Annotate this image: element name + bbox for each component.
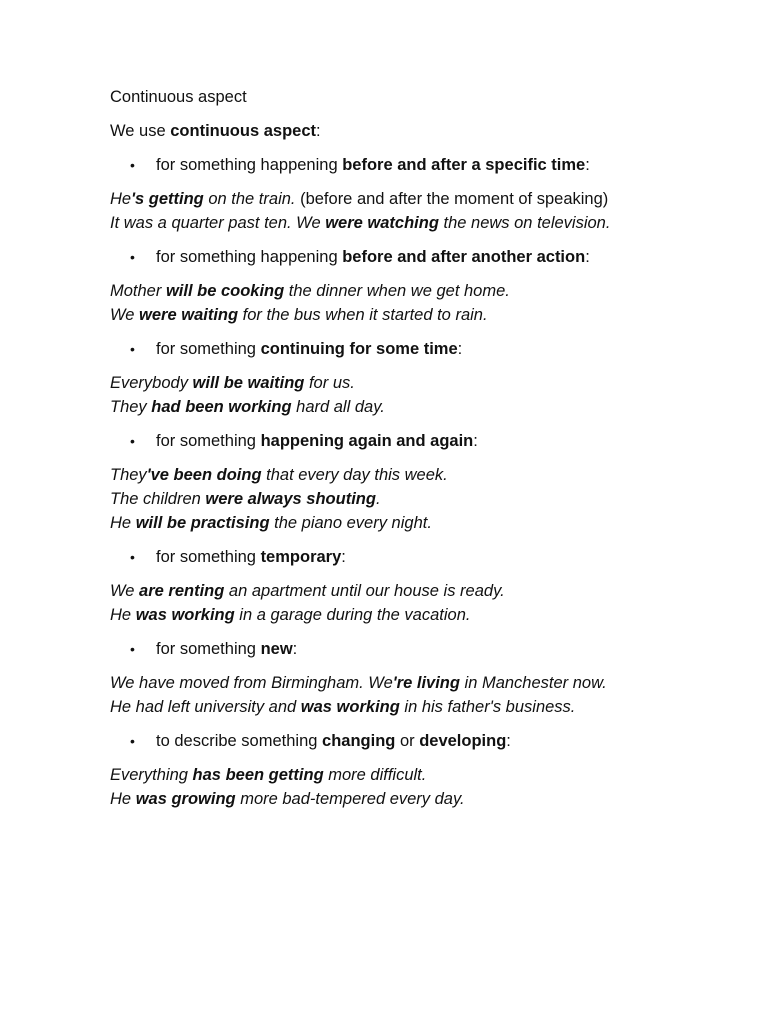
example-sentence <box>110 787 710 811</box>
usage-bullet <box>110 429 710 453</box>
bullet-bold-text: new <box>260 640 293 658</box>
bullet-bold-text: happening again and again <box>260 432 474 450</box>
bullet-dot-icon: • <box>130 249 135 265</box>
bullet-dot-icon: • <box>130 157 135 173</box>
bullet-text: to describe something <box>156 732 323 750</box>
bullet-text: : <box>292 640 298 658</box>
example-text: in his father's business. <box>399 698 576 716</box>
example-sentence <box>110 395 710 419</box>
usage-bullet <box>110 637 710 661</box>
intro-colon: : <box>316 122 321 140</box>
example-text: . <box>375 490 381 508</box>
bullet-bold-text: before and after another action <box>342 248 586 266</box>
bullet-bold-text: before and after a specific time <box>342 156 586 174</box>
example-verb-phrase: will be practising <box>135 514 270 532</box>
bullet-text: or <box>395 732 420 750</box>
bullet-text: for something <box>156 548 261 566</box>
bullet-bold-text: temporary <box>260 548 342 566</box>
bullet-dot-icon: • <box>130 549 135 565</box>
example-verb-phrase: was working <box>300 698 400 716</box>
example-text: We <box>110 582 140 600</box>
usage-sections <box>110 153 710 811</box>
example-sentence <box>110 695 710 719</box>
example-text: the dinner when we get home. <box>284 282 510 300</box>
example-text: We have moved from Birmingham. We <box>110 674 393 692</box>
example-text: He had left university and <box>110 698 301 716</box>
bullet-bold-text: continuing for some time <box>260 340 458 358</box>
example-sentence <box>110 671 710 695</box>
example-block <box>110 671 710 719</box>
bullet-bold-text: changing <box>322 732 396 750</box>
usage-bullet <box>110 545 710 569</box>
bullet-text: for something <box>156 340 261 358</box>
bullet-text: for something <box>156 432 261 450</box>
example-sentence <box>110 511 710 535</box>
bullet-dot-icon: • <box>130 733 135 749</box>
bullet-text: : <box>506 732 511 750</box>
example-sentence <box>110 603 710 627</box>
example-text: He <box>110 790 136 808</box>
example-sentence <box>110 763 710 787</box>
example-text: in a garage during the vacation. <box>234 606 471 624</box>
example-block <box>110 371 710 419</box>
usage-bullet <box>110 245 710 269</box>
example-text: more difficult. <box>323 766 427 784</box>
example-text: He <box>110 514 136 532</box>
example-sentence <box>110 487 710 511</box>
example-block <box>110 763 710 811</box>
example-verb-phrase: had been working <box>151 398 292 416</box>
document-title: Continuous aspect <box>110 88 247 106</box>
example-verb-phrase: will be waiting <box>192 374 305 392</box>
example-text: the piano every night. <box>269 514 432 532</box>
usage-bullet <box>110 153 710 177</box>
example-text: hard all day. <box>291 398 385 416</box>
example-text: We <box>110 306 140 324</box>
bullet-text: : <box>585 156 590 174</box>
example-text: They <box>110 398 152 416</box>
example-verb-phrase: was growing <box>135 790 236 808</box>
example-verb-phrase: 're living <box>392 674 460 692</box>
example-text: on the train. <box>203 190 296 208</box>
example-block <box>110 579 710 627</box>
example-text: an apartment until our house is ready. <box>224 582 505 600</box>
example-verb-phrase: were waiting <box>139 306 239 324</box>
example-verb-phrase: were watching <box>325 214 439 232</box>
example-block <box>110 279 710 327</box>
example-text: the news on television. <box>438 214 611 232</box>
example-text: It was a quarter past ten. We <box>110 214 326 232</box>
example-verb-phrase: were always shouting <box>205 490 376 508</box>
example-block <box>110 187 710 235</box>
example-verb-phrase: 's getting <box>131 190 204 208</box>
bullet-text: for something happening <box>156 156 343 174</box>
example-text: (before and after the moment of speaking) <box>295 190 609 208</box>
example-text: He <box>110 606 136 624</box>
example-block <box>110 463 710 535</box>
example-text: He <box>110 190 132 208</box>
example-sentence <box>110 303 710 327</box>
example-sentence <box>110 579 710 603</box>
example-text: The children <box>110 490 206 508</box>
example-verb-phrase: has been getting <box>192 766 324 784</box>
example-text: Everybody <box>110 374 193 392</box>
example-sentence <box>110 279 710 303</box>
example-verb-phrase: was working <box>135 606 235 624</box>
example-verb-phrase: will be cooking <box>165 282 285 300</box>
example-text: that every day this week. <box>261 466 448 484</box>
bullet-text: : <box>341 548 346 566</box>
example-verb-phrase: are renting <box>139 582 225 600</box>
example-text: Everything <box>110 766 193 784</box>
intro-bold: continuous aspect <box>170 122 317 140</box>
bullet-dot-icon: • <box>130 341 135 357</box>
bullet-text: for something happening <box>156 248 343 266</box>
example-text: Mother <box>110 282 166 300</box>
intro-sentence <box>110 119 710 143</box>
bullet-bold-text: developing <box>419 732 507 750</box>
example-verb-phrase: 've been doing <box>146 466 262 484</box>
document-page <box>110 85 710 821</box>
bullet-text: : <box>585 248 590 266</box>
bullet-dot-icon: • <box>130 641 135 657</box>
bullet-dot-icon: • <box>130 433 135 449</box>
example-text: in Manchester now. <box>459 674 607 692</box>
usage-bullet <box>110 729 710 753</box>
example-text: for the bus when it started to rain. <box>238 306 488 324</box>
bullet-text: : <box>457 340 463 358</box>
intro-text: We use <box>110 122 171 140</box>
example-text: more bad-tempered every day. <box>235 790 465 808</box>
example-sentence <box>110 371 710 395</box>
example-sentence <box>110 211 710 235</box>
example-sentence <box>110 187 710 211</box>
usage-bullet <box>110 337 710 361</box>
bullet-text: : <box>473 432 478 450</box>
example-text: They <box>110 466 147 484</box>
bullet-text: for something <box>156 640 261 658</box>
example-text: for us. <box>304 374 355 392</box>
example-sentence <box>110 463 710 487</box>
